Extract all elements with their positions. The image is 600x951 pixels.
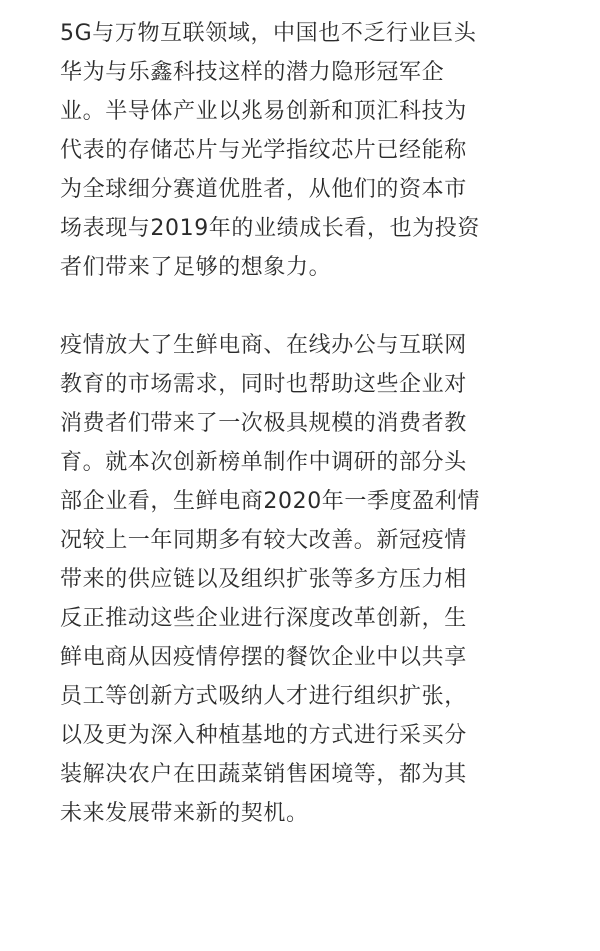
text-line: 装解决农户在田蔬菜销售困境等，都为其 xyxy=(60,762,467,787)
text-line: 育。就本次创新榜单制作中调研的部分头 xyxy=(60,450,467,475)
text-line: 反正推动这些企业进行深度改革创新，生 xyxy=(60,606,467,631)
text-line: 代表的存储芯片与光学指纹芯片已经能称 xyxy=(60,138,467,163)
text-line: 部企业看，生鲜电商2020年一季度盈利情 xyxy=(60,489,480,514)
text-line: 消费者们带来了一次极具规模的消费者教 xyxy=(60,411,467,436)
text-line: 鲜电商从因疫情停摆的餐饮企业中以共享 xyxy=(60,645,467,670)
text-line: 为全球细分赛道优胜者，从他们的资本市 xyxy=(60,177,467,202)
text-line: 者们带来了足够的想象力。 xyxy=(60,255,332,280)
text-line: 疫情放大了生鲜电商、在线办公与互联网 xyxy=(60,333,467,358)
text-line: 5G与万物互联领域，中国也不乏行业巨头 xyxy=(60,21,477,46)
text-line: 带来的供应链以及组织扩张等多方压力相 xyxy=(60,567,467,592)
text-line: 场表现与2019年的业绩成长看，也为投资 xyxy=(60,216,480,241)
text-line: 华为与乐鑫科技这样的潜力隐形冠军企 xyxy=(60,60,445,85)
paragraph-1 xyxy=(60,14,540,287)
text-line: 以及更为深入种植基地的方式进行采买分 xyxy=(60,723,467,748)
text-line: 教育的市场需求，同时也帮助这些企业对 xyxy=(60,372,467,397)
text-line: 未来发展带来新的契机。 xyxy=(60,801,309,826)
text-line: 业。半导体产业以兆易创新和顶汇科技为 xyxy=(60,99,467,124)
text-line: 况较上一年同期多有较大改善。新冠疫情 xyxy=(60,528,467,553)
article-body xyxy=(60,14,540,833)
text-line: 员工等创新方式吸纳人才进行组织扩张， xyxy=(60,684,467,709)
paragraph-2 xyxy=(60,326,540,833)
